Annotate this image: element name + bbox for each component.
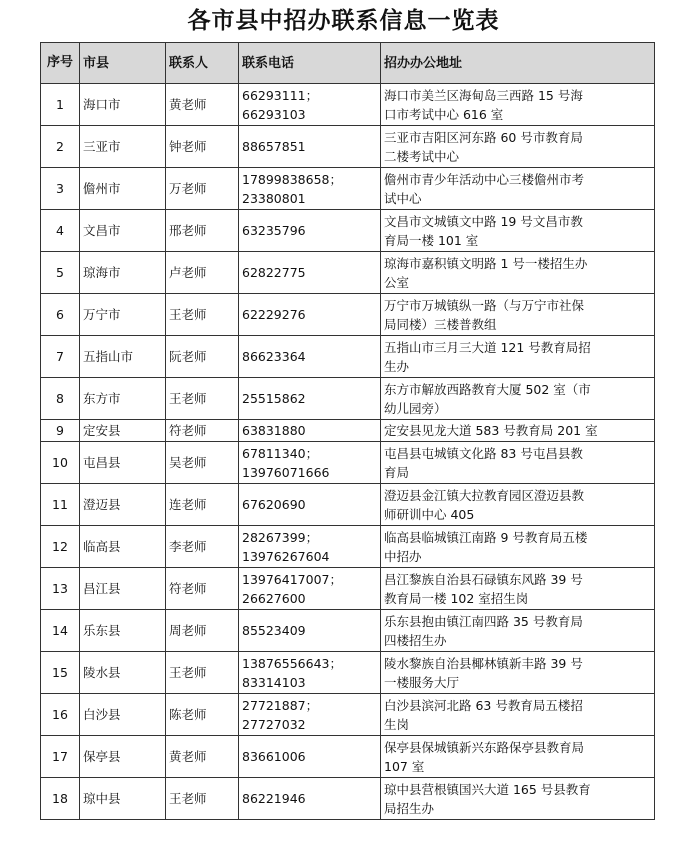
address-line: 试中心	[384, 190, 422, 206]
table-row	[41, 84, 655, 126]
table-row	[41, 378, 655, 420]
table-row	[41, 568, 655, 610]
city-cell: 三亚市	[80, 126, 166, 168]
phone-cell	[239, 84, 381, 126]
phone-cell	[239, 252, 381, 294]
header-contact: 联系人	[166, 43, 239, 84]
phone-cell	[239, 378, 381, 420]
city-cell: 文昌市	[80, 210, 166, 252]
table-row	[41, 610, 655, 652]
phone-line: 66293103	[242, 106, 306, 122]
address-line: 教育局一楼 102 室招生岗	[384, 590, 529, 606]
address-line: 琼中县营根镇国兴大道 165 号县教育	[384, 781, 591, 797]
phone-line: 86623364	[242, 349, 306, 364]
phone-line: 66293111；	[242, 87, 319, 103]
header-address: 招办办公地址	[381, 43, 655, 84]
seq-cell: 1	[41, 84, 80, 126]
address-cell	[381, 378, 655, 420]
phone-line: 13976071666	[242, 464, 330, 480]
address-cell	[381, 526, 655, 568]
phone-cell	[239, 484, 381, 526]
address-line: 二楼考试中心	[384, 148, 460, 164]
city-cell: 定安县	[80, 420, 166, 442]
contact-cell: 王老师	[166, 378, 239, 420]
contact-cell: 连老师	[166, 484, 239, 526]
address-cell	[381, 168, 655, 210]
address-line: 师研训中心 405	[384, 506, 475, 522]
city-cell: 白沙县	[80, 694, 166, 736]
seq-cell: 9	[41, 420, 80, 442]
contact-cell: 钟老师	[166, 126, 239, 168]
table-row	[41, 652, 655, 694]
phone-line: 88657851	[242, 139, 306, 154]
table-row	[41, 336, 655, 378]
phone-line: 23380801	[242, 190, 306, 206]
table-row	[41, 526, 655, 568]
phone-line: 13876556643；	[242, 655, 342, 671]
table-row	[41, 778, 655, 820]
phone-line: 28267399；	[242, 529, 319, 545]
phone-cell	[239, 168, 381, 210]
phone-line: 27721887；	[242, 697, 319, 713]
city-cell: 琼海市	[80, 252, 166, 294]
table-row	[41, 442, 655, 484]
seq-cell: 18	[41, 778, 80, 820]
city-cell: 万宁市	[80, 294, 166, 336]
phone-line: 83314103	[242, 674, 306, 690]
address-line: 白沙县滨河北路 63 号教育局五楼招	[384, 697, 583, 713]
address-line: 107 室	[384, 758, 425, 774]
address-line: 临高县临城镇江南路 9 号教育局五楼	[384, 529, 588, 545]
city-cell: 昌江县	[80, 568, 166, 610]
seq-cell: 11	[41, 484, 80, 526]
address-line: 幼儿园旁）	[384, 400, 447, 416]
address-line: 儋州市青少年活动中心三楼儋州市考	[384, 171, 585, 187]
phone-cell	[239, 526, 381, 568]
table-row	[41, 210, 655, 252]
address-line: 屯昌县屯城镇文化路 83 号屯昌县教	[384, 445, 583, 461]
city-cell: 屯昌县	[80, 442, 166, 484]
seq-cell: 13	[41, 568, 80, 610]
seq-cell: 7	[41, 336, 80, 378]
contact-cell: 王老师	[166, 778, 239, 820]
phone-line: 83661006	[242, 749, 306, 764]
phone-cell	[239, 294, 381, 336]
phone-line: 85523409	[242, 623, 306, 638]
contact-cell: 陈老师	[166, 694, 239, 736]
address-cell	[381, 210, 655, 252]
city-cell: 琼中县	[80, 778, 166, 820]
seq-cell: 10	[41, 442, 80, 484]
contact-table	[40, 42, 655, 820]
phone-cell	[239, 442, 381, 484]
seq-cell: 5	[41, 252, 80, 294]
address-line: 局同楼）三楼普教组	[384, 316, 497, 332]
contact-cell: 邢老师	[166, 210, 239, 252]
address-line: 四楼招生办	[384, 632, 447, 648]
city-cell: 临高县	[80, 526, 166, 568]
header-seq: 序号	[41, 43, 80, 84]
table-row	[41, 294, 655, 336]
table-header-row	[41, 43, 655, 84]
address-cell	[381, 484, 655, 526]
address-cell	[381, 336, 655, 378]
seq-cell: 15	[41, 652, 80, 694]
address-line: 澄迈县金江镇大拉教育园区澄迈县教	[384, 487, 585, 503]
seq-cell: 17	[41, 736, 80, 778]
table-row	[41, 736, 655, 778]
seq-cell: 3	[41, 168, 80, 210]
address-line: 三亚市吉阳区河东路 60 号市教育局	[384, 129, 583, 145]
address-cell	[381, 294, 655, 336]
address-cell	[381, 610, 655, 652]
city-cell: 海口市	[80, 84, 166, 126]
address-line: 育局	[384, 464, 410, 480]
phone-line: 63235796	[242, 223, 306, 238]
phone-cell	[239, 652, 381, 694]
page-title: 各市县中招办联系信息一览表	[187, 8, 500, 34]
header-phone: 联系电话	[239, 43, 381, 84]
seq-cell: 8	[41, 378, 80, 420]
address-line: 陵水黎族自治县椰林镇新丰路 39 号	[384, 655, 583, 671]
address-line: 万宁市万城镇纵一路（与万宁市社保	[384, 297, 585, 313]
address-cell	[381, 252, 655, 294]
city-cell: 五指山市	[80, 336, 166, 378]
address-cell	[381, 442, 655, 484]
address-cell	[381, 652, 655, 694]
table-row	[41, 252, 655, 294]
address-line: 育局一楼 101 室	[384, 232, 479, 248]
address-line: 一楼服务大厅	[384, 674, 460, 690]
city-cell: 东方市	[80, 378, 166, 420]
city-cell: 澄迈县	[80, 484, 166, 526]
contact-cell: 王老师	[166, 294, 239, 336]
phone-line: 25515862	[242, 391, 306, 406]
contact-cell: 黄老师	[166, 736, 239, 778]
address-line: 局招生办	[384, 800, 435, 816]
table-row	[41, 694, 655, 736]
address-line: 生办	[384, 358, 410, 374]
phone-cell	[239, 778, 381, 820]
phone-line: 67620690	[242, 497, 306, 512]
address-cell	[381, 84, 655, 126]
address-line: 公室	[384, 274, 410, 290]
address-line: 琼海市嘉积镇文明路 1 号一楼招生办	[384, 255, 588, 271]
table-body	[41, 84, 655, 820]
city-cell: 陵水县	[80, 652, 166, 694]
phone-line: 17899838658；	[242, 171, 342, 187]
phone-line: 13976417007；	[242, 571, 342, 587]
contact-cell: 万老师	[166, 168, 239, 210]
contact-cell: 黄老师	[166, 84, 239, 126]
address-cell	[381, 126, 655, 168]
phone-line: 86221946	[242, 791, 306, 806]
table-row	[41, 168, 655, 210]
phone-cell	[239, 610, 381, 652]
address-line: 生岗	[384, 716, 410, 732]
seq-cell: 14	[41, 610, 80, 652]
address-line: 中招办	[384, 548, 422, 564]
city-cell: 乐东县	[80, 610, 166, 652]
address-cell	[381, 736, 655, 778]
contact-cell: 符老师	[166, 568, 239, 610]
contact-cell: 卢老师	[166, 252, 239, 294]
phone-line: 26627600	[242, 590, 306, 606]
address-line: 乐东县抱由镇江南四路 35 号教育局	[384, 613, 583, 629]
address-cell	[381, 694, 655, 736]
phone-cell	[239, 420, 381, 442]
phone-line: 13976267604	[242, 548, 330, 564]
address-cell	[381, 420, 655, 442]
header-city: 市县	[80, 43, 166, 84]
address-line: 定安县见龙大道 583 号教育局 201 室	[384, 423, 598, 438]
address-line: 五指山市三月三大道 121 号教育局招	[384, 339, 591, 355]
table-row	[41, 484, 655, 526]
phone-cell	[239, 210, 381, 252]
contact-cell: 符老师	[166, 420, 239, 442]
contact-cell: 周老师	[166, 610, 239, 652]
phone-line: 27727032	[242, 716, 306, 732]
phone-cell	[239, 568, 381, 610]
address-line: 昌江黎族自治县石碌镇东风路 39 号	[384, 571, 583, 587]
phone-line: 62822775	[242, 265, 306, 280]
phone-line: 62229276	[242, 307, 306, 322]
seq-cell: 6	[41, 294, 80, 336]
contact-cell: 李老师	[166, 526, 239, 568]
contact-cell: 阮老师	[166, 336, 239, 378]
phone-cell	[239, 736, 381, 778]
table-row	[41, 420, 655, 442]
address-line: 海口市美兰区海甸岛三西路 15 号海	[384, 87, 583, 103]
city-cell: 儋州市	[80, 168, 166, 210]
address-line: 保亭县保城镇新兴东路保亭县教育局	[384, 739, 585, 755]
seq-cell: 16	[41, 694, 80, 736]
address-cell	[381, 568, 655, 610]
address-line: 口市考试中心 616 室	[384, 106, 504, 122]
seq-cell: 4	[41, 210, 80, 252]
address-cell	[381, 778, 655, 820]
seq-cell: 12	[41, 526, 80, 568]
contact-cell: 吴老师	[166, 442, 239, 484]
phone-line: 67811340；	[242, 445, 319, 461]
phone-line: 63831880	[242, 423, 306, 438]
table-row	[41, 126, 655, 168]
address-line: 文昌市文城镇文中路 19 号文昌市教	[384, 213, 583, 229]
phone-cell	[239, 694, 381, 736]
contact-cell: 王老师	[166, 652, 239, 694]
address-line: 东方市解放西路教育大厦 502 室（市	[384, 381, 591, 397]
seq-cell: 2	[41, 126, 80, 168]
city-cell: 保亭县	[80, 736, 166, 778]
phone-cell	[239, 336, 381, 378]
phone-cell	[239, 126, 381, 168]
